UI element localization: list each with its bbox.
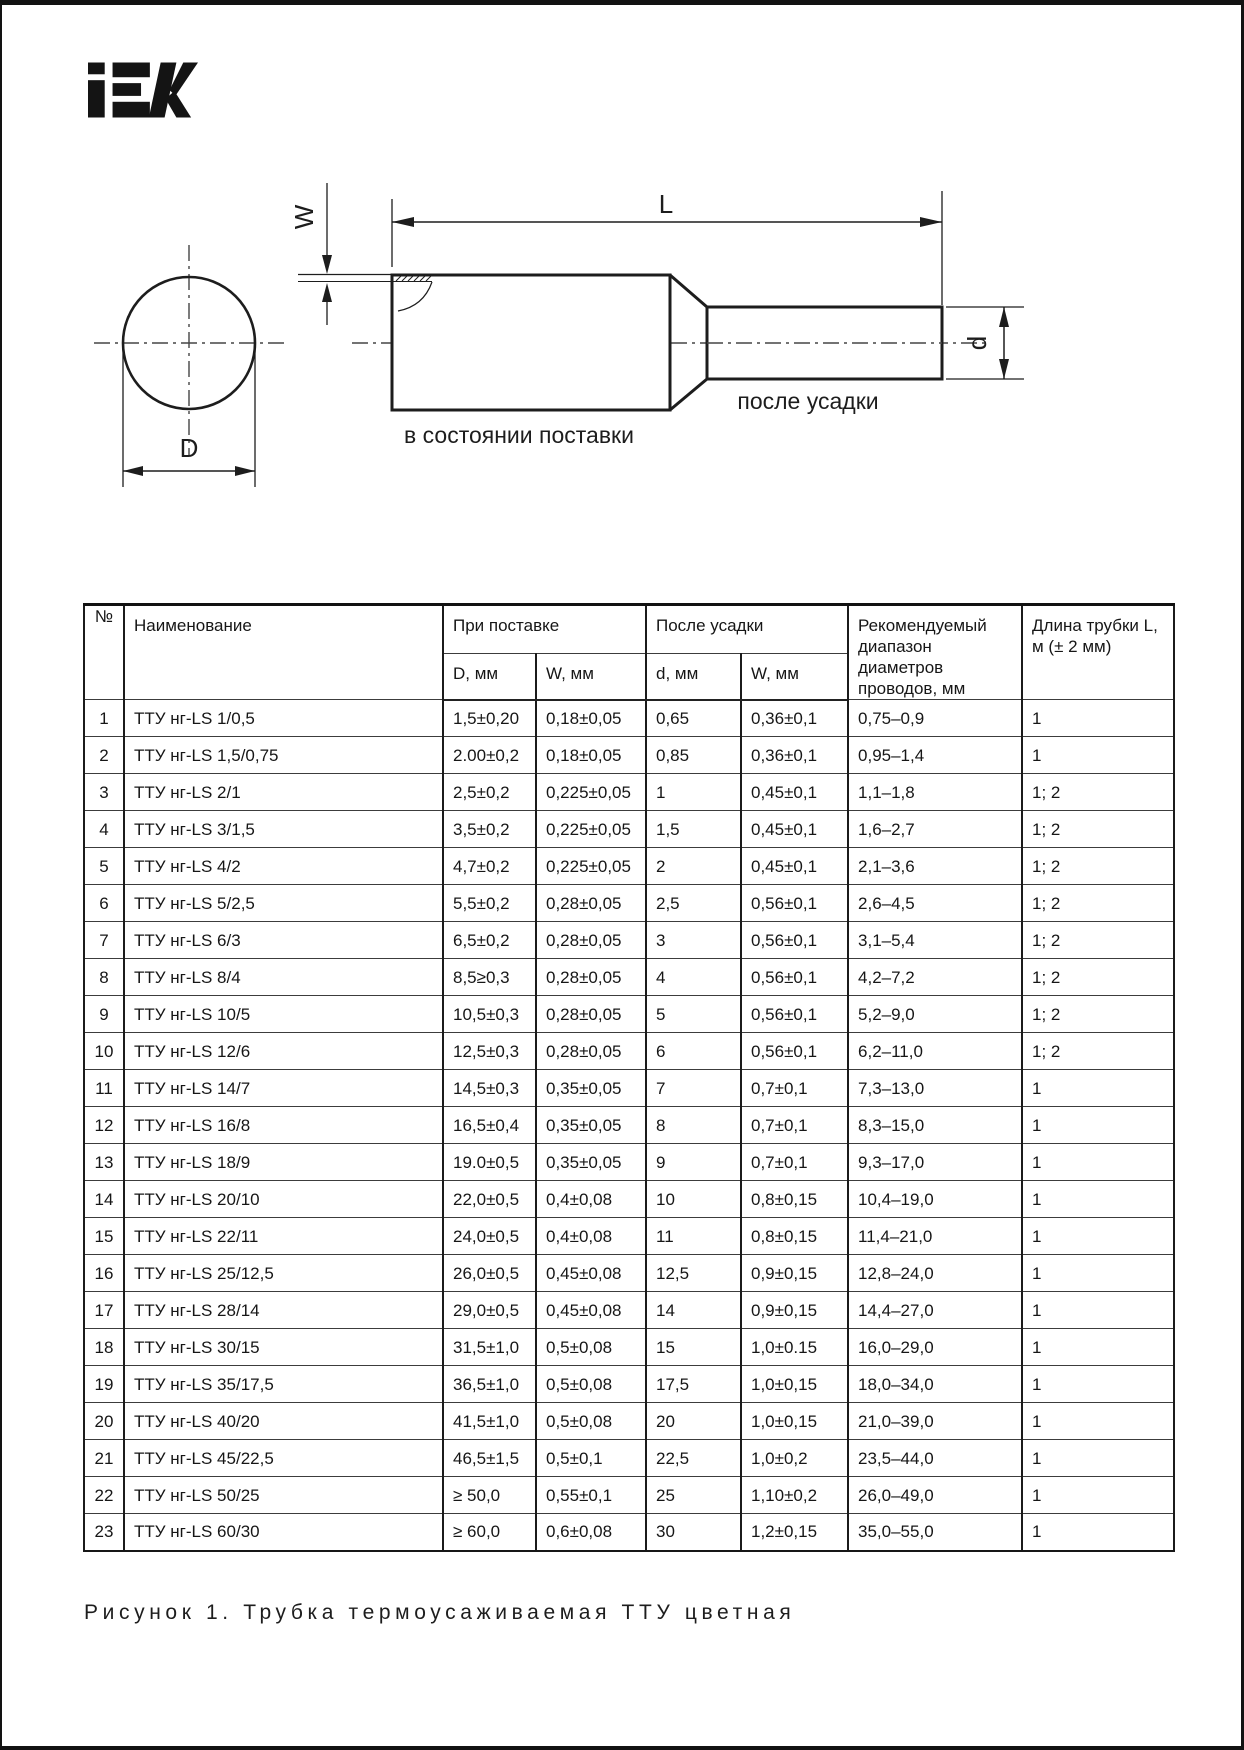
table-cell: 26,0±0,5 — [443, 1255, 536, 1292]
table-cell: 18,0–34,0 — [848, 1366, 1022, 1403]
table-cell: 0,56±0,1 — [741, 996, 848, 1033]
table-cell: ТТУ нг-LS 8/4 — [124, 959, 443, 996]
header-num: № — [84, 605, 124, 700]
table-cell: ТТУ нг-LS 20/10 — [124, 1181, 443, 1218]
table-row — [84, 848, 1174, 885]
table-cell: 0,95–1,4 — [848, 737, 1022, 774]
table-cell: 0,75–0,9 — [848, 700, 1022, 737]
table-cell: 0,56±0,1 — [741, 885, 848, 922]
table-cell: ТТУ нг-LS 25/12,5 — [124, 1255, 443, 1292]
table-cell: 0,225±0,05 — [536, 811, 646, 848]
table-cell: ТТУ нг-LS 12/6 — [124, 1033, 443, 1070]
table-row — [84, 1329, 1174, 1366]
table-row — [84, 1070, 1174, 1107]
table-cell: 26,0–49,0 — [848, 1477, 1022, 1514]
table-row — [84, 1514, 1174, 1551]
table-cell: 14 — [646, 1292, 741, 1329]
table-cell: 10 — [84, 1033, 124, 1070]
table-row — [84, 922, 1174, 959]
table-cell: 1; 2 — [1022, 811, 1174, 848]
table-cell: 0,35±0,05 — [536, 1107, 646, 1144]
table-cell: 12 — [84, 1107, 124, 1144]
table-cell: 0,65 — [646, 700, 741, 737]
table-cell: 6,5±0,2 — [443, 922, 536, 959]
table-cell: ТТУ нг-LS 60/30 — [124, 1514, 443, 1551]
table-cell: 1 — [1022, 1070, 1174, 1107]
table-cell: 1 — [1022, 1514, 1174, 1551]
table-row — [84, 1292, 1174, 1329]
table-cell: 1; 2 — [1022, 848, 1174, 885]
table-cell: 30 — [646, 1514, 741, 1551]
table-cell: 3,5±0,2 — [443, 811, 536, 848]
table-cell: 0,5±0,08 — [536, 1366, 646, 1403]
table-cell: 1 — [1022, 1255, 1174, 1292]
table-row — [84, 737, 1174, 774]
table-cell: 10,5±0,3 — [443, 996, 536, 1033]
table-cell: ТТУ нг-LS 45/22,5 — [124, 1440, 443, 1477]
header-name: Наименование — [124, 605, 443, 700]
table-cell: 11 — [84, 1070, 124, 1107]
table-cell: ТТУ нг-LS 5/2,5 — [124, 885, 443, 922]
figure-caption: Рисунок 1. Трубка термоусаживаемая ТТУ цветная — [84, 1601, 796, 1624]
table-cell: 31,5±1,0 — [443, 1329, 536, 1366]
table-cell: 3,1–5,4 — [848, 922, 1022, 959]
table-cell: ТТУ нг-LS 10/5 — [124, 996, 443, 1033]
table-cell: 1 — [1022, 737, 1174, 774]
table-cell: ТТУ нг-LS 35/17,5 — [124, 1366, 443, 1403]
table-cell: ТТУ нг-LS 40/20 — [124, 1403, 443, 1440]
table-cell: 0,5±0,08 — [536, 1329, 646, 1366]
table-cell: 6 — [84, 885, 124, 922]
dim-label-W: W — [289, 204, 319, 230]
table-cell: ТТУ нг-LS 22/11 — [124, 1218, 443, 1255]
table-cell: ТТУ нг-LS 6/3 — [124, 922, 443, 959]
table-cell: ТТУ нг-LS 3/1,5 — [124, 811, 443, 848]
table-cell: ТТУ нг-LS 1/0,5 — [124, 700, 443, 737]
table-cell: ТТУ нг-LS 18/9 — [124, 1144, 443, 1181]
table-cell: 36,5±1,0 — [443, 1366, 536, 1403]
table-cell: 0,35±0,05 — [536, 1144, 646, 1181]
table-row — [84, 1218, 1174, 1255]
table-cell: 1,5 — [646, 811, 741, 848]
table-cell: 20 — [84, 1403, 124, 1440]
table-cell: 1,5±0,20 — [443, 700, 536, 737]
table-cell: 4,7±0,2 — [443, 848, 536, 885]
table-cell: 14,4–27,0 — [848, 1292, 1022, 1329]
table-cell: 9 — [84, 996, 124, 1033]
table-cell: 0,5±0,08 — [536, 1403, 646, 1440]
table-cell: 0,7±0,1 — [741, 1107, 848, 1144]
table-cell: 2 — [84, 737, 124, 774]
table-cell: 17,5 — [646, 1366, 741, 1403]
table-cell: 0,45±0,1 — [741, 811, 848, 848]
table-cell: 46,5±1,5 — [443, 1440, 536, 1477]
table-cell: 0,28±0,05 — [536, 922, 646, 959]
table-row — [84, 885, 1174, 922]
table-cell: 2.00±0,2 — [443, 737, 536, 774]
after-shrink-label: после усадки — [737, 388, 879, 414]
table-cell: 0,8±0,15 — [741, 1218, 848, 1255]
table-cell: 0,7±0,1 — [741, 1144, 848, 1181]
table-cell: 14,5±0,3 — [443, 1070, 536, 1107]
table-cell: 1,6–2,7 — [848, 811, 1022, 848]
table-row — [84, 996, 1174, 1033]
table-row — [84, 774, 1174, 811]
table-row — [84, 1255, 1174, 1292]
table-cell: 21,0–39,0 — [848, 1403, 1022, 1440]
table-cell: ТТУ нг-LS 16/8 — [124, 1107, 443, 1144]
table-cell: 0,9±0,15 — [741, 1255, 848, 1292]
table-cell: 0,225±0,05 — [536, 774, 646, 811]
table-cell: 1 — [84, 700, 124, 737]
table-cell: 1 — [1022, 700, 1174, 737]
table-cell: 9 — [646, 1144, 741, 1181]
table-cell: 19.0±0,5 — [443, 1144, 536, 1181]
table-cell: ТТУ нг-LS 1,5/0,75 — [124, 737, 443, 774]
table-cell: 0,35±0,05 — [536, 1070, 646, 1107]
header-range: Рекомендуемый диапазон диаметров проводов, мм — [848, 605, 1022, 700]
table-cell: 5,2–9,0 — [848, 996, 1022, 1033]
table-cell: 0,28±0,05 — [536, 959, 646, 996]
header-supply-group: При поставке — [443, 605, 646, 654]
table-cell: 8,5≥0,3 — [443, 959, 536, 996]
table-cell: 1 — [1022, 1329, 1174, 1366]
dim-label-D: D — [179, 433, 199, 463]
table-cell: 0,6±0,08 — [536, 1514, 646, 1551]
table-row — [84, 1107, 1174, 1144]
table-cell: 0,45±0,1 — [741, 774, 848, 811]
dim-label-L: L — [658, 189, 674, 219]
table-cell: 1; 2 — [1022, 1033, 1174, 1070]
table-cell: 1; 2 — [1022, 959, 1174, 996]
table-cell: 1,0±0,2 — [741, 1440, 848, 1477]
table-cell: 1 — [1022, 1292, 1174, 1329]
table-cell: 6,2–11,0 — [848, 1033, 1022, 1070]
table-cell: 0,85 — [646, 737, 741, 774]
table-cell: 8 — [84, 959, 124, 996]
table-cell: 0,56±0,1 — [741, 1033, 848, 1070]
table-row — [84, 700, 1174, 737]
table-cell: 5 — [646, 996, 741, 1033]
table-row — [84, 811, 1174, 848]
table-cell: ТТУ нг-LS 2/1 — [124, 774, 443, 811]
table-cell: 0,7±0,1 — [741, 1070, 848, 1107]
table-cell: 1 — [646, 774, 741, 811]
table-cell: 1,10±0,2 — [741, 1477, 848, 1514]
table-cell: 1; 2 — [1022, 774, 1174, 811]
table-row — [84, 1403, 1174, 1440]
dim-label-d: d — [962, 335, 992, 351]
table-cell: 1 — [1022, 1107, 1174, 1144]
table-cell: 0,56±0,1 — [741, 959, 848, 996]
table-row — [84, 1440, 1174, 1477]
heat-shrink-tube-drawing — [2, 5, 1244, 525]
table-cell: 4 — [84, 811, 124, 848]
table-cell: 1,0±0,15 — [741, 1403, 848, 1440]
header-shrunk-w: W, мм — [741, 654, 848, 700]
table-cell: 0,18±0,05 — [536, 737, 646, 774]
table-cell: 1 — [1022, 1144, 1174, 1181]
table-cell: 10 — [646, 1181, 741, 1218]
table-cell: 11,4–21,0 — [848, 1218, 1022, 1255]
table-cell: 1 — [1022, 1403, 1174, 1440]
table-cell: 1 — [1022, 1477, 1174, 1514]
table-cell: ТТУ нг-LS 4/2 — [124, 848, 443, 885]
table-cell: 22,0±0,5 — [443, 1181, 536, 1218]
table-cell: 20 — [646, 1403, 741, 1440]
table-cell: 41,5±1,0 — [443, 1403, 536, 1440]
table-cell: 16,0–29,0 — [848, 1329, 1022, 1366]
table-cell: ТТУ нг-LS 50/25 — [124, 1477, 443, 1514]
table-cell: 0,4±0,08 — [536, 1181, 646, 1218]
table-cell: 2 — [646, 848, 741, 885]
table-cell: 8 — [646, 1107, 741, 1144]
header-supply-d: D, мм — [443, 654, 536, 700]
table-cell: 0,28±0,05 — [536, 885, 646, 922]
tube-supply-view — [298, 183, 670, 410]
table-cell: 23 — [84, 1514, 124, 1551]
table-cell: 0,8±0,15 — [741, 1181, 848, 1218]
table-cell: 0,56±0,1 — [741, 922, 848, 959]
table-row — [84, 1366, 1174, 1403]
supply-state-label: в состоянии поставки — [404, 422, 634, 448]
table-cell: 22,5 — [646, 1440, 741, 1477]
table-cell: 2,5±0,2 — [443, 774, 536, 811]
table-cell: 8,3–15,0 — [848, 1107, 1022, 1144]
table-cell: 22 — [84, 1477, 124, 1514]
header-shrunk-group: После усадки — [646, 605, 848, 654]
table-row — [84, 959, 1174, 996]
table-cell: 2,6–4,5 — [848, 885, 1022, 922]
table-cell: 1; 2 — [1022, 996, 1174, 1033]
table-cell: 1; 2 — [1022, 922, 1174, 959]
table-row — [84, 1477, 1174, 1514]
table-cell: 21 — [84, 1440, 124, 1477]
table-cell: 6 — [646, 1033, 741, 1070]
table-cell: 15 — [646, 1329, 741, 1366]
table-cell: 0,9±0,15 — [741, 1292, 848, 1329]
table-cell: 24,0±0,5 — [443, 1218, 536, 1255]
table-row — [84, 1144, 1174, 1181]
table-cell: ТТУ нг-LS 28/14 — [124, 1292, 443, 1329]
table-cell: ТТУ нг-LS 14/7 — [124, 1070, 443, 1107]
table-cell: 25 — [646, 1477, 741, 1514]
table-cell: 1 — [1022, 1218, 1174, 1255]
table-cell: 1 — [1022, 1440, 1174, 1477]
table-cell: 1 — [1022, 1366, 1174, 1403]
table-cell: 0,36±0,1 — [741, 700, 848, 737]
table-cell: 0,225±0,05 — [536, 848, 646, 885]
table-cell: 16,5±0,4 — [443, 1107, 536, 1144]
table-cell: 1,1–1,8 — [848, 774, 1022, 811]
table-cell: 12,5±0,3 — [443, 1033, 536, 1070]
table-cell: 13 — [84, 1144, 124, 1181]
table-cell: 10,4–19,0 — [848, 1181, 1022, 1218]
table-cell: 0,5±0,1 — [536, 1440, 646, 1477]
table-cell: 0,55±0,1 — [536, 1477, 646, 1514]
table-cell: 1,0±0.15 — [741, 1329, 848, 1366]
table-cell: 15 — [84, 1218, 124, 1255]
table-cell: 0,18±0,05 — [536, 700, 646, 737]
table-cell: 14 — [84, 1181, 124, 1218]
table-cell: 0,28±0,05 — [536, 996, 646, 1033]
table-cell: 0,36±0,1 — [741, 737, 848, 774]
table-row — [84, 1181, 1174, 1218]
table-cell: 7 — [84, 922, 124, 959]
table-cell: 0,45±0,08 — [536, 1292, 646, 1329]
table-cell: 7 — [646, 1070, 741, 1107]
table-cell: 9,3–17,0 — [848, 1144, 1022, 1181]
header-supply-w: W, мм — [536, 654, 646, 700]
table-cell: 2,5 — [646, 885, 741, 922]
table-cell: 0,45±0,1 — [741, 848, 848, 885]
table-cell: 17 — [84, 1292, 124, 1329]
table-cell: 4,2–7,2 — [848, 959, 1022, 996]
table-cell: 23,5–44,0 — [848, 1440, 1022, 1477]
table-cell: 0,28±0,05 — [536, 1033, 646, 1070]
table-cell: 5,5±0,2 — [443, 885, 536, 922]
table-cell: 7,3–13,0 — [848, 1070, 1022, 1107]
table-cell: 16 — [84, 1255, 124, 1292]
table-cell: 18 — [84, 1329, 124, 1366]
table-cell: 29,0±0,5 — [443, 1292, 536, 1329]
spec-table-header — [84, 605, 1174, 700]
table-cell: 0,45±0,08 — [536, 1255, 646, 1292]
table-cell: 5 — [84, 848, 124, 885]
table-cell: 4 — [646, 959, 741, 996]
table-cell: 3 — [646, 922, 741, 959]
table-cell: ≥ 60,0 — [443, 1514, 536, 1551]
table-row — [84, 1033, 1174, 1070]
table-cell: 11 — [646, 1218, 741, 1255]
table-cell: 12,5 — [646, 1255, 741, 1292]
table-cell: 3 — [84, 774, 124, 811]
spec-table-body — [84, 700, 1174, 1551]
table-cell: 12,8–24,0 — [848, 1255, 1022, 1292]
table-cell: 1,2±0,15 — [741, 1514, 848, 1551]
header-length: Длина трубки L, м (± 2 мм) — [1022, 605, 1174, 700]
table-cell: 19 — [84, 1366, 124, 1403]
table-cell: 1 — [1022, 1181, 1174, 1218]
table-cell: 2,1–3,6 — [848, 848, 1022, 885]
table-cell: 0,4±0,08 — [536, 1218, 646, 1255]
spec-table — [83, 603, 1175, 1552]
table-cell: ТТУ нг-LS 30/15 — [124, 1329, 443, 1366]
header-shrunk-d: d, мм — [646, 654, 741, 700]
table-cell: 1,0±0,15 — [741, 1366, 848, 1403]
table-cell: 35,0–55,0 — [848, 1514, 1022, 1551]
table-cell: ≥ 50,0 — [443, 1477, 536, 1514]
table-cell: 1; 2 — [1022, 885, 1174, 922]
